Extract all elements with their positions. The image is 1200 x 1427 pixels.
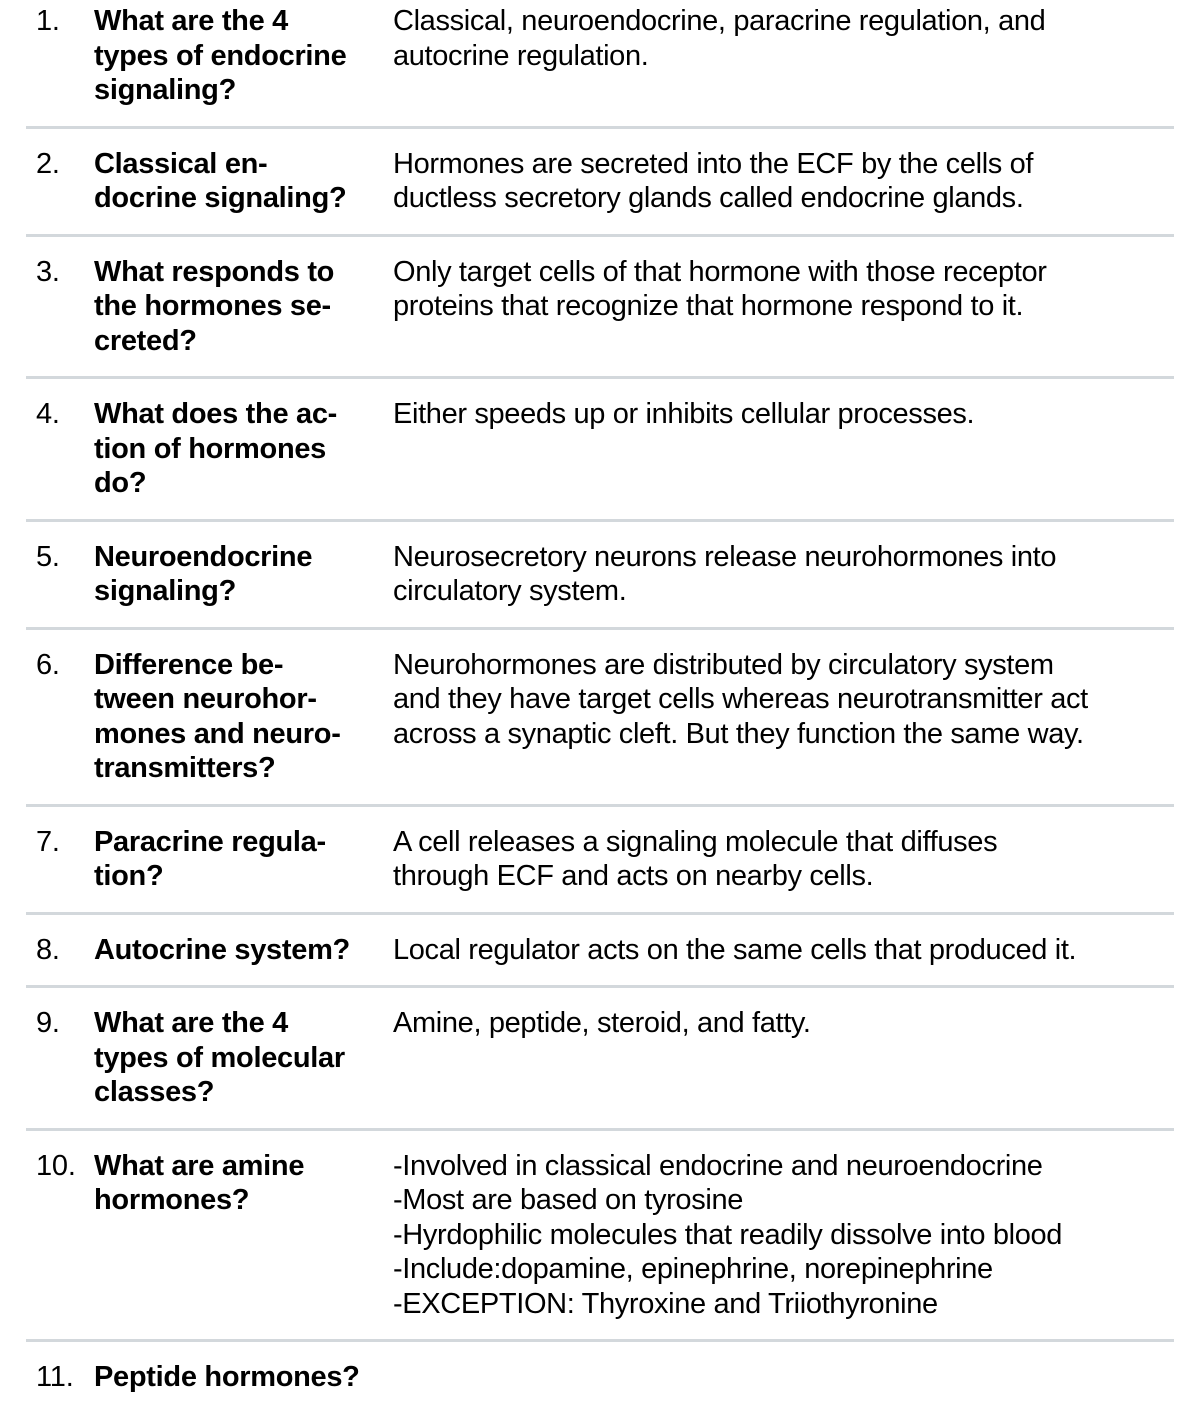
card-number: 10. bbox=[36, 1149, 76, 1182]
card-number: 6. bbox=[36, 648, 60, 681]
card-answer: Neurohormones are distributed by circulatory system and they have target cells whereas neurotransmitter act across a synaptic cleft. But they function the same way. bbox=[393, 648, 1088, 750]
flashcard-row bbox=[26, 0, 1174, 129]
flashcard-row bbox=[26, 1356, 1174, 1413]
flashcard-row bbox=[26, 393, 1174, 522]
card-number: 7. bbox=[36, 825, 60, 858]
card-answer: Hormones are secreted into the ECF by the cells of ductless secretory glands called endocrine glands. bbox=[393, 147, 1034, 214]
card-question: Classical en- docrine signaling? bbox=[94, 147, 347, 214]
flashcard-row bbox=[26, 1002, 1174, 1131]
card-number: 2. bbox=[36, 147, 60, 180]
card-answer: Amine, peptide, steroid, and fatty. bbox=[393, 1007, 811, 1039]
card-question: What are the 4 types of molecular classes? bbox=[94, 1007, 345, 1108]
card-answer: Classical, neuroendocrine, paracrine regulation, and autocrine regulation. bbox=[393, 5, 1046, 72]
flashcard-row bbox=[26, 536, 1174, 630]
flashcard-row bbox=[26, 143, 1174, 237]
card-question: What does the ac- tion of hormones do? bbox=[94, 398, 338, 499]
card-answer: -Involved in classical endocrine and neuroendocrine -Most are based on tyrosine -Hyrdophilic molecules that readily dissolve into blood -Include:dopamine, epinephrine, norepinephrine -EXCEPTION: Thyroxine and Triiothyronine bbox=[393, 1149, 1063, 1320]
flashcard-row bbox=[26, 251, 1174, 380]
card-answer: Either speeds up or inhibits cellular processes. bbox=[393, 398, 975, 430]
flashcard-list bbox=[26, 0, 1174, 1427]
card-question: Difference be- tween neurohor- mones and neuro- transmitters? bbox=[94, 648, 341, 784]
card-number: 8. bbox=[36, 933, 60, 966]
card-question: What are the 4 types of endocrine signaling? bbox=[94, 5, 347, 106]
card-question: Neuroendocrine signaling? bbox=[94, 540, 313, 607]
card-number: 11. bbox=[36, 1361, 74, 1393]
flashcard-row bbox=[26, 644, 1174, 807]
card-answer: Only target cells of that hormone with those receptor proteins that recognize that hormone respond to it. bbox=[393, 255, 1047, 322]
flashcard-row bbox=[26, 821, 1174, 915]
card-answer: Local regulator acts on the same cells that produced it. bbox=[393, 933, 1077, 966]
card-number: 1. bbox=[36, 5, 60, 37]
card-number: 4. bbox=[36, 398, 60, 430]
card-number: 5. bbox=[36, 540, 60, 573]
card-question: What responds to the hormones se- creted? bbox=[94, 255, 335, 357]
card-answer: A cell releases a signaling molecule that diffuses through ECF and acts on nearby cells. bbox=[393, 825, 998, 892]
card-question: What are amine hormones? bbox=[94, 1149, 305, 1216]
card-number: 3. bbox=[36, 255, 60, 288]
card-question: Autocrine system? bbox=[94, 933, 350, 966]
card-question: Peptide hormones? bbox=[94, 1361, 360, 1393]
card-answer: Neurosecretory neurons release neurohormones into circulatory system. bbox=[393, 540, 1057, 607]
card-number: 9. bbox=[36, 1007, 60, 1039]
card-question: Paracrine regula- tion? bbox=[94, 825, 326, 892]
flashcard-row bbox=[26, 1145, 1174, 1343]
flashcard-row bbox=[26, 929, 1174, 989]
